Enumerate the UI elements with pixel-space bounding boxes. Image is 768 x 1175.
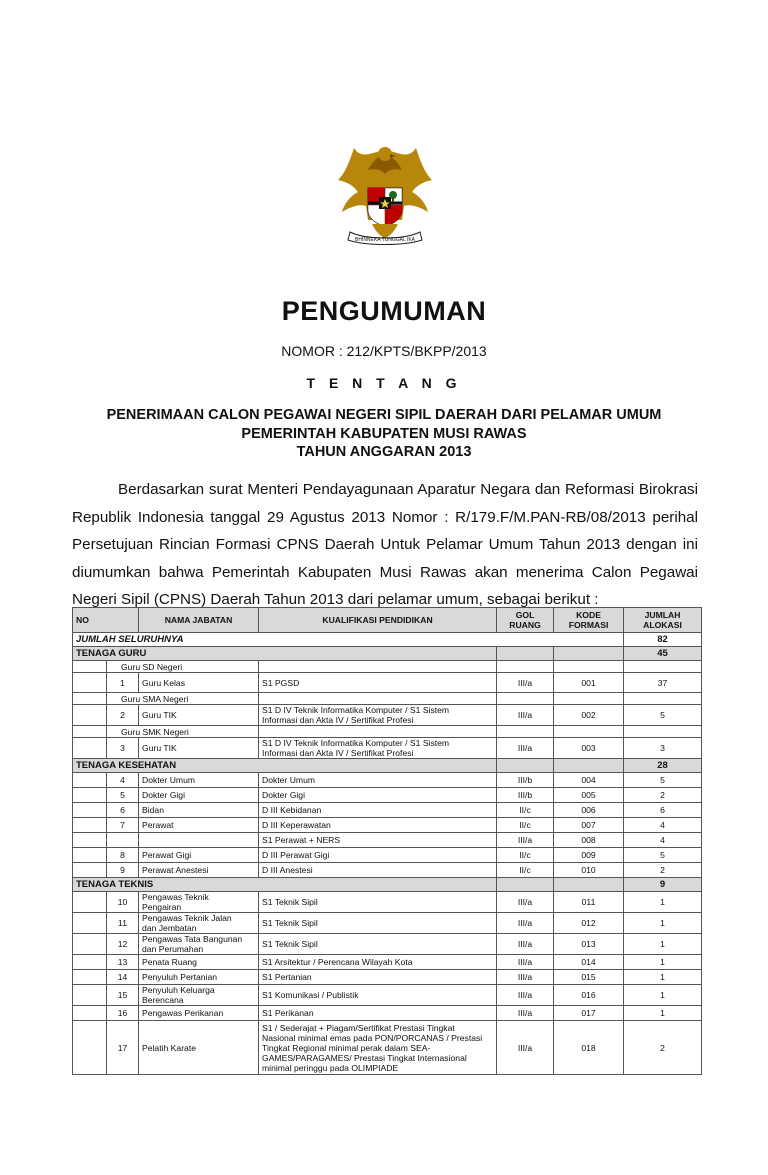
body-paragraph	[72, 476, 698, 614]
section-label: TENAGA TEKNIS	[73, 878, 497, 892]
subject-line-2: PEMERINTAH KABUPATEN MUSI RAWAS	[241, 426, 527, 442]
section-row	[73, 878, 702, 892]
cell-kode: 002	[554, 705, 624, 726]
cell-jumlah: 1	[624, 985, 702, 1006]
cell-no: 3	[107, 738, 139, 759]
section-value: 28	[624, 759, 702, 773]
table-row	[73, 913, 702, 934]
header-jumlah	[624, 608, 702, 633]
total-row	[73, 633, 702, 647]
cell-text: GAMES/PARAGAMES/ Prestasi Tingkat Internasional	[262, 1052, 467, 1063]
cell-gol: II/c	[497, 818, 554, 833]
cell-kode: 010	[554, 863, 624, 878]
body-line: Berdasarkan surat Menteri Pendayagunaan Aparatur Negara dan Reformasi Birokrasi	[118, 481, 698, 498]
cell-no: 1	[107, 673, 139, 693]
header-gol	[497, 608, 554, 633]
section-value: 9	[624, 878, 702, 892]
cell-gol: III/a	[497, 833, 554, 848]
cell-kode: 018	[554, 1021, 624, 1075]
header-kualifikasi: KUALIFIKASI PENDIDIKAN	[259, 608, 497, 633]
cell-kualifikasi: D III Kebidanan	[259, 803, 497, 818]
cell-jabatan: Dokter Gigi	[139, 788, 259, 803]
cell-jabatan: Penata Ruang	[139, 955, 259, 970]
header-gol-line1: GOL	[515, 610, 535, 620]
cell-gol: III/a	[497, 913, 554, 934]
document-number: NOMOR : 212/KPTS/BKPP/2013	[281, 343, 487, 359]
body-line: Negeri Sipil (CPNS) Daerah Tahun 2013 dari pelamar umum, sebagai berikut :	[72, 591, 599, 608]
section-label: TENAGA GURU	[73, 647, 497, 661]
cell-kualifikasi: D III Anestesi	[259, 863, 497, 878]
cell-no: 7	[107, 818, 139, 833]
cell-jumlah: 1	[624, 955, 702, 970]
table-row	[73, 848, 702, 863]
cell-jumlah: 1	[624, 892, 702, 913]
cell-jumlah: 1	[624, 913, 702, 934]
cell-text: dan Perumahan	[142, 944, 204, 954]
body-line: diumumkan bahwa Pemerintah Kabupaten Musi Rawas akan menerima Calon Pegawai	[72, 563, 698, 581]
table-row	[73, 955, 702, 970]
table-row	[73, 673, 702, 693]
cell-jumlah: 5	[624, 848, 702, 863]
cell-text: S1 D IV Teknik Informatika Komputer / S1 Sistem	[262, 705, 450, 715]
cell-kode: 005	[554, 788, 624, 803]
table-row	[73, 818, 702, 833]
cell-jumlah: 4	[624, 833, 702, 848]
cell-text: Tingkat Regional minimal perak dalam SEA-	[262, 1042, 431, 1053]
cell-no: 2	[107, 705, 139, 726]
cell-jabatan: Guru TIK	[139, 705, 259, 726]
cell-kualifikasi	[259, 1021, 497, 1075]
cell-gol: III/a	[497, 673, 554, 693]
subject-line-1: PENERIMAAN CALON PEGAWAI NEGERI SIPIL DAERAH DARI PELAMAR UMUM	[106, 407, 662, 423]
cell-text: S1 D IV Teknik Informatika Komputer / S1 Sistem	[262, 738, 450, 748]
header-jabatan: NAMA JABATAN	[139, 608, 259, 633]
section-row	[73, 759, 702, 773]
table-row	[73, 773, 702, 788]
table-row	[73, 705, 702, 726]
section-row	[73, 647, 702, 661]
cell-kode: 001	[554, 673, 624, 693]
cell-gol: III/a	[497, 934, 554, 955]
cell-gol: III/a	[497, 738, 554, 759]
cell-kode: 003	[554, 738, 624, 759]
header-gol-line2: RUANG	[509, 620, 541, 630]
cell-jumlah: 4	[624, 818, 702, 833]
cell-kualifikasi: Dokter Gigi	[259, 788, 497, 803]
cell-jabatan: Guru Kelas	[139, 673, 259, 693]
svg-text:BHINNEKA TUNGGAL IKA: BHINNEKA TUNGGAL IKA	[354, 237, 416, 243]
cell-text: Nasional minimal emas pada PON/PORCANAS / Prestasi	[262, 1032, 483, 1043]
cell-gol: III/a	[497, 892, 554, 913]
table-row	[73, 788, 702, 803]
cell-jabatan	[139, 934, 259, 955]
cell-text: dan Jembatan	[142, 923, 197, 933]
subject-line-3: TAHUN ANGGARAN 2013	[296, 444, 472, 460]
cell-kualifikasi: S1 Perikanan	[259, 1006, 497, 1021]
garuda-pancasila-icon	[332, 140, 438, 248]
cell-kualifikasi: S1 PGSD	[259, 673, 497, 693]
cell-gol: II/c	[497, 848, 554, 863]
cell-text: Berencana	[142, 995, 184, 1005]
group-label: Guru SMA Negeri	[107, 693, 259, 705]
cell-kualifikasi: S1 Teknik Sipil	[259, 892, 497, 913]
section-value: 45	[624, 647, 702, 661]
cell-kode: 011	[554, 892, 624, 913]
header-no: NO	[73, 608, 139, 633]
tentang-heading: T E N T A N G	[306, 375, 462, 391]
table-row	[73, 985, 702, 1006]
header-jumlah-line1: JUMLAH	[644, 610, 681, 620]
cell-text: S1 / Sederajat + Piagam/Sertifikat Prestasi Tingkat	[262, 1022, 455, 1033]
cell-no: 14	[107, 970, 139, 985]
cell-no: 8	[107, 848, 139, 863]
cell-no: 4	[107, 773, 139, 788]
cell-jabatan	[139, 985, 259, 1006]
cell-jabatan: Guru TIK	[139, 738, 259, 759]
cell-jabatan: Bidan	[139, 803, 259, 818]
group-row	[73, 726, 702, 738]
cell-kode: 008	[554, 833, 624, 848]
cell-kualifikasi: S1 Pertanian	[259, 970, 497, 985]
cell-kualifikasi: S1 Teknik Sipil	[259, 934, 497, 955]
table-row	[73, 833, 702, 848]
cell-gol: III/a	[497, 955, 554, 970]
cell-kualifikasi: D III Perawat Gigi	[259, 848, 497, 863]
table-row	[73, 1021, 702, 1075]
cell-kode: 017	[554, 1006, 624, 1021]
cell-no: 17	[107, 1021, 139, 1075]
cell-jumlah: 1	[624, 1006, 702, 1021]
cell-text: Penyuluh Keluarga	[142, 985, 215, 995]
cell-text: Informasi dan Akta IV / Sertifikat Profesi	[262, 715, 414, 725]
cell-jumlah: 3	[624, 738, 702, 759]
cell-kode: 004	[554, 773, 624, 788]
cell-jabatan	[139, 892, 259, 913]
cell-kualifikasi: S1 Arsitektur / Perencana Wilayah Kota	[259, 955, 497, 970]
cell-kualifikasi	[259, 705, 497, 726]
cell-kode: 013	[554, 934, 624, 955]
cell-kode: 012	[554, 913, 624, 934]
cell-gol: III/a	[497, 985, 554, 1006]
cell-gol: III/a	[497, 705, 554, 726]
cell-kualifikasi: S1 Perawat + NERS	[259, 833, 497, 848]
cell-text: Pengawas Teknik	[142, 892, 209, 902]
header-kode-line2: FORMASI	[568, 620, 609, 630]
cell-kualifikasi: S1 Teknik Sipil	[259, 913, 497, 934]
header-jumlah-line2: ALOKASI	[643, 620, 682, 630]
cell-jabatan: Penyuluh Pertanian	[139, 970, 259, 985]
table-row	[73, 1006, 702, 1021]
cell-no: 11	[107, 913, 139, 934]
cell-kualifikasi	[259, 738, 497, 759]
body-line: Persetujuan Rincian Formasi CPNS Daerah Untuk Pelamar Umum Tahun 2013 dengan ini	[72, 536, 698, 553]
cell-no: 10	[107, 892, 139, 913]
cell-gol: II/c	[497, 863, 554, 878]
cell-no	[107, 833, 139, 848]
cell-kode: 016	[554, 985, 624, 1006]
table-row	[73, 803, 702, 818]
cell-jumlah: 2	[624, 1021, 702, 1075]
cell-gol: III/a	[497, 1006, 554, 1021]
body-line: Republik Indonesia tanggal 29 Agustus 2013 Nomor : R/179.F/M.PAN-RB/08/2013 perihal	[72, 508, 698, 526]
cell-jumlah: 5	[624, 773, 702, 788]
cell-no: 6	[107, 803, 139, 818]
table-row	[73, 892, 702, 913]
cell-jabatan: Pelatih Karate	[139, 1021, 259, 1075]
group-label: Guru SD Negeri	[107, 661, 259, 673]
table-row	[73, 738, 702, 759]
cell-no: 15	[107, 985, 139, 1006]
cell-jabatan: Dokter Umum	[139, 773, 259, 788]
cell-kode: 007	[554, 818, 624, 833]
cell-text: minimal peringgu pada OLIMPIADE	[262, 1062, 399, 1073]
cell-jabatan: Perawat Gigi	[139, 848, 259, 863]
table-header-row	[73, 608, 702, 633]
table-row	[73, 934, 702, 955]
cell-jabatan	[139, 913, 259, 934]
section-label: TENAGA KESEHATAN	[73, 759, 497, 773]
allocation-table	[72, 607, 702, 1075]
cell-kode: 015	[554, 970, 624, 985]
cell-jumlah: 37	[624, 673, 702, 693]
group-label: Guru SMK Negeri	[107, 726, 259, 738]
cell-gol: III/b	[497, 773, 554, 788]
cell-kode: 009	[554, 848, 624, 863]
cell-no: 16	[107, 1006, 139, 1021]
cell-kualifikasi: Dokter Umum	[259, 773, 497, 788]
group-row	[73, 661, 702, 673]
cell-text: Pengawas Tata Bangunan	[142, 934, 243, 944]
cell-kode: 006	[554, 803, 624, 818]
cell-kode: 014	[554, 955, 624, 970]
total-label: JUMLAH SELURUHNYA	[73, 633, 624, 647]
cell-gol: II/c	[497, 803, 554, 818]
cell-jumlah: 6	[624, 803, 702, 818]
table-row	[73, 863, 702, 878]
cell-kualifikasi: D III Keperawatan	[259, 818, 497, 833]
group-row	[73, 693, 702, 705]
cell-jumlah: 1	[624, 970, 702, 985]
cell-no: 5	[107, 788, 139, 803]
cell-jumlah: 5	[624, 705, 702, 726]
header-kode-line1: KODE	[576, 610, 601, 620]
cell-gol: III/a	[497, 970, 554, 985]
header-kode	[554, 608, 624, 633]
cell-no: 12	[107, 934, 139, 955]
cell-jumlah: 2	[624, 788, 702, 803]
cell-gol: III/b	[497, 788, 554, 803]
cell-kualifikasi: S1 Komunikasi / Publistik	[259, 985, 497, 1006]
cell-no: 13	[107, 955, 139, 970]
cell-text: Pengairan	[142, 902, 182, 912]
cell-text: Pengawas Teknik Jalan	[142, 913, 232, 923]
cell-jabatan: Pengawas Perikanan	[139, 1006, 259, 1021]
cell-jumlah: 1	[624, 934, 702, 955]
cell-jumlah: 2	[624, 863, 702, 878]
total-value: 82	[624, 633, 702, 647]
cell-gol: III/a	[497, 1021, 554, 1075]
cell-text: Informasi dan Akta IV / Sertifikat Profesi	[262, 748, 414, 758]
cell-no: 9	[107, 863, 139, 878]
cell-jabatan: Perawat Anestesi	[139, 863, 259, 878]
cell-jabatan	[139, 833, 259, 848]
cell-jabatan: Perawat	[139, 818, 259, 833]
table-row	[73, 970, 702, 985]
page-title: PENGUMUMAN	[281, 296, 487, 326]
